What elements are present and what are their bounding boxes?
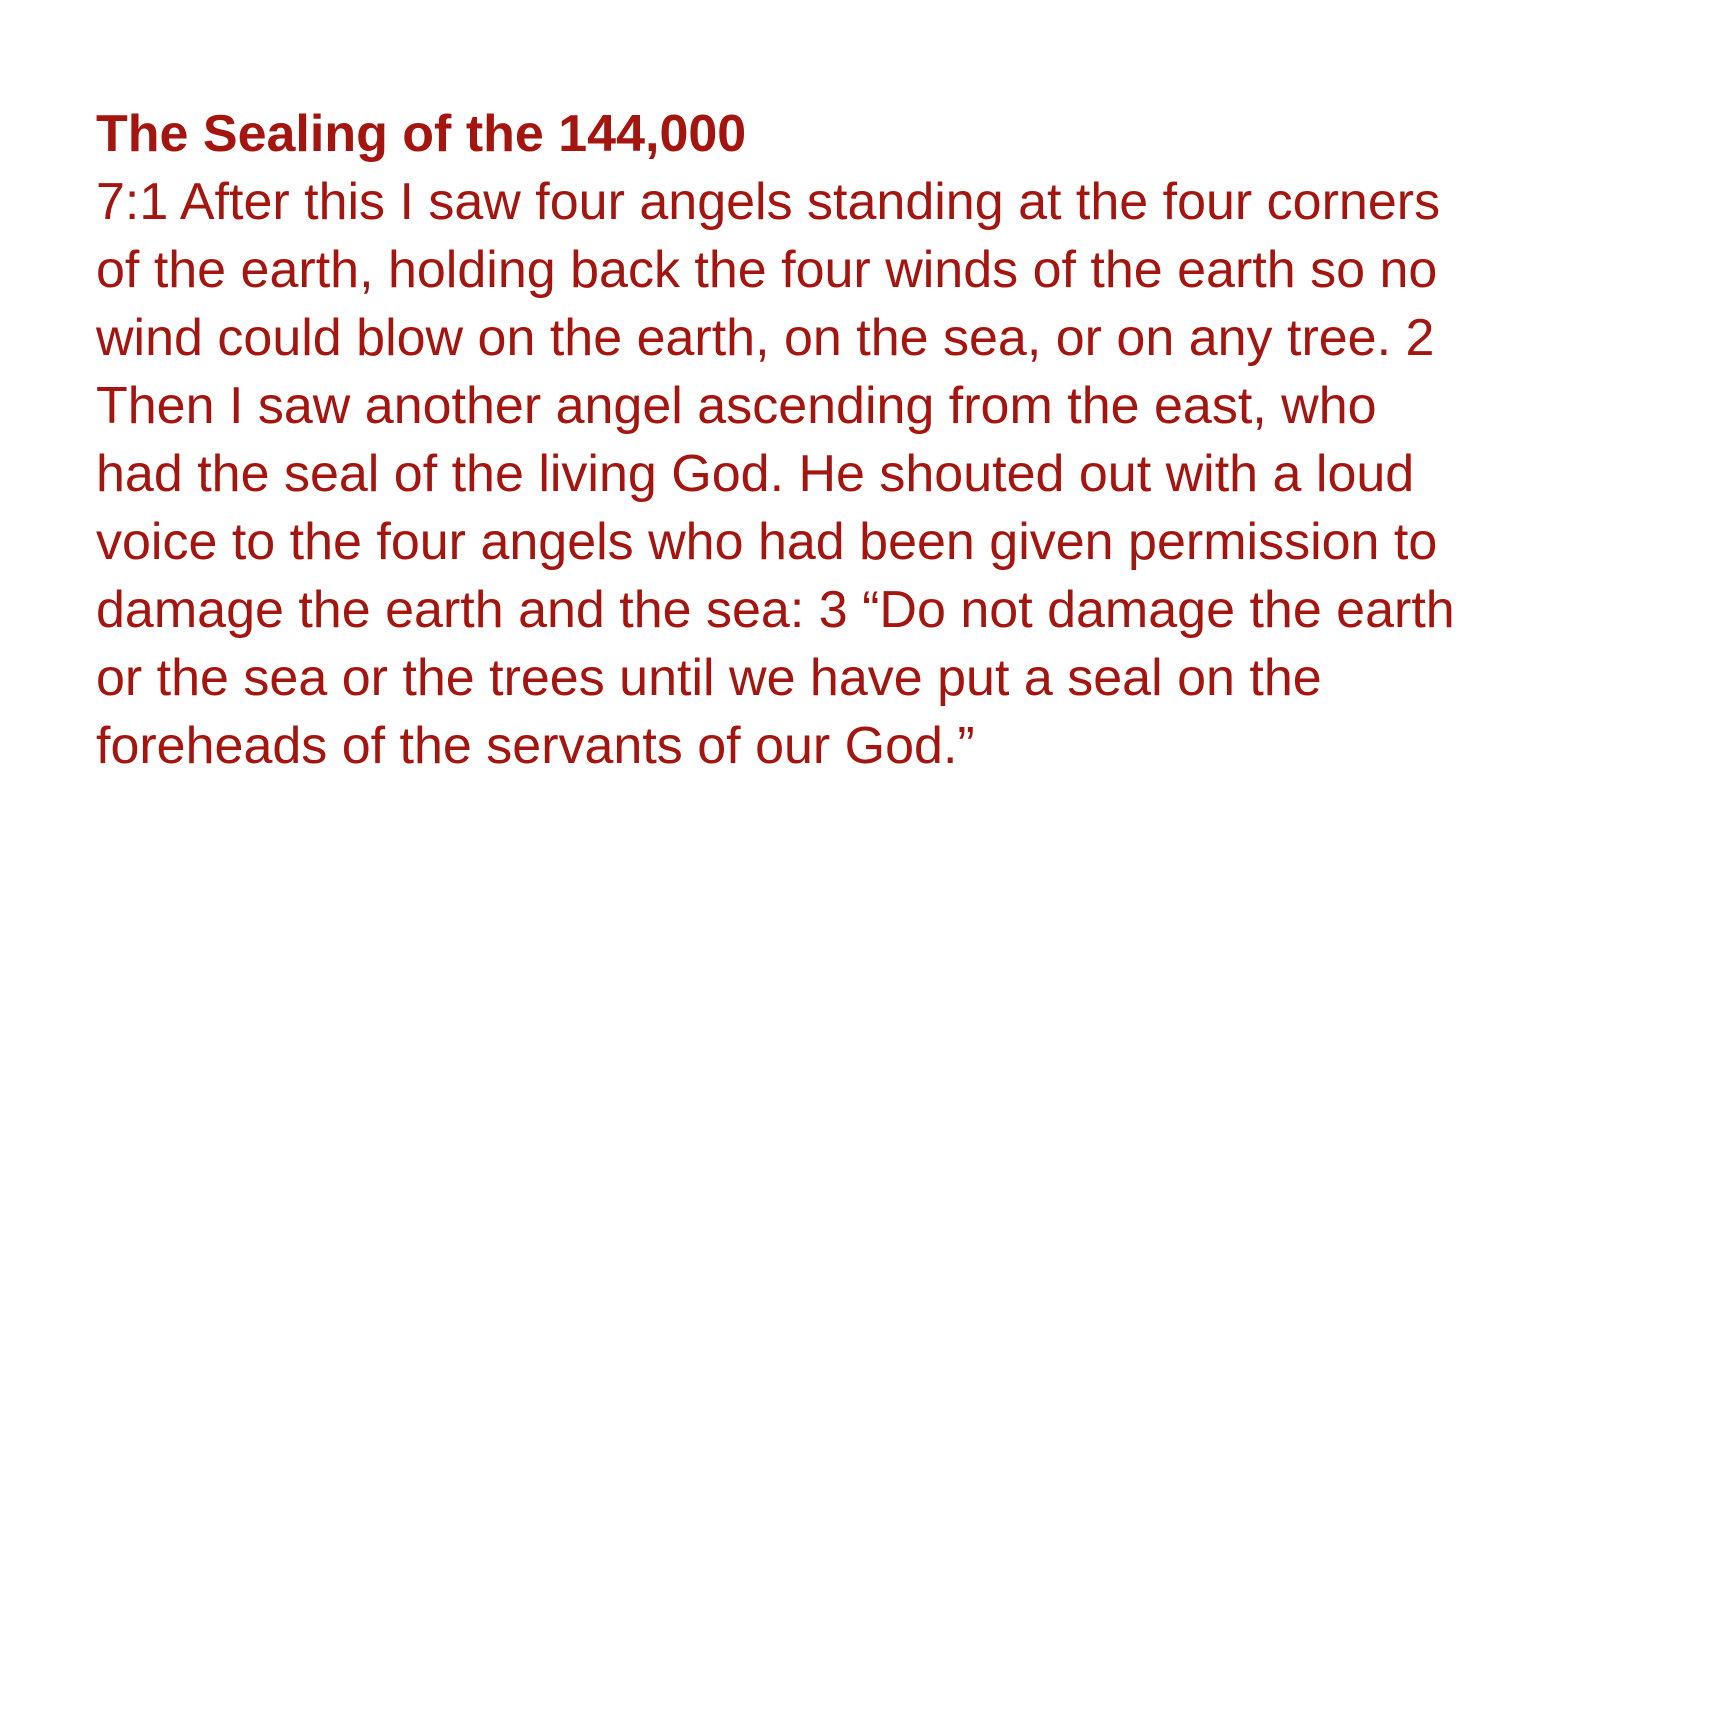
- passage-line: wind could blow on the earth, on the sea, or on any tree. 2: [96, 309, 1435, 367]
- passage-line: voice to the four angels who had been given permission to: [96, 513, 1438, 571]
- passage-line: of the earth, holding back the four winds of the earth so no: [96, 241, 1438, 299]
- passage: [96, 100, 1656, 780]
- passage-line: damage the earth and the sea: 3 “Do not damage the earth: [96, 581, 1455, 639]
- passage-line: 7:1 After this I saw four angels standing at the four corners: [96, 173, 1441, 231]
- section-heading: The Sealing of the 144,000: [96, 105, 747, 163]
- passage-line: had the seal of the living God. He shouted out with a loud: [96, 445, 1415, 503]
- passage-line: foreheads of the servants of our God.”: [96, 717, 975, 775]
- passage-line: or the sea or the trees until we have put a seal on the: [96, 649, 1322, 707]
- passage-line: Then I saw another angel ascending from the east, who: [96, 377, 1377, 435]
